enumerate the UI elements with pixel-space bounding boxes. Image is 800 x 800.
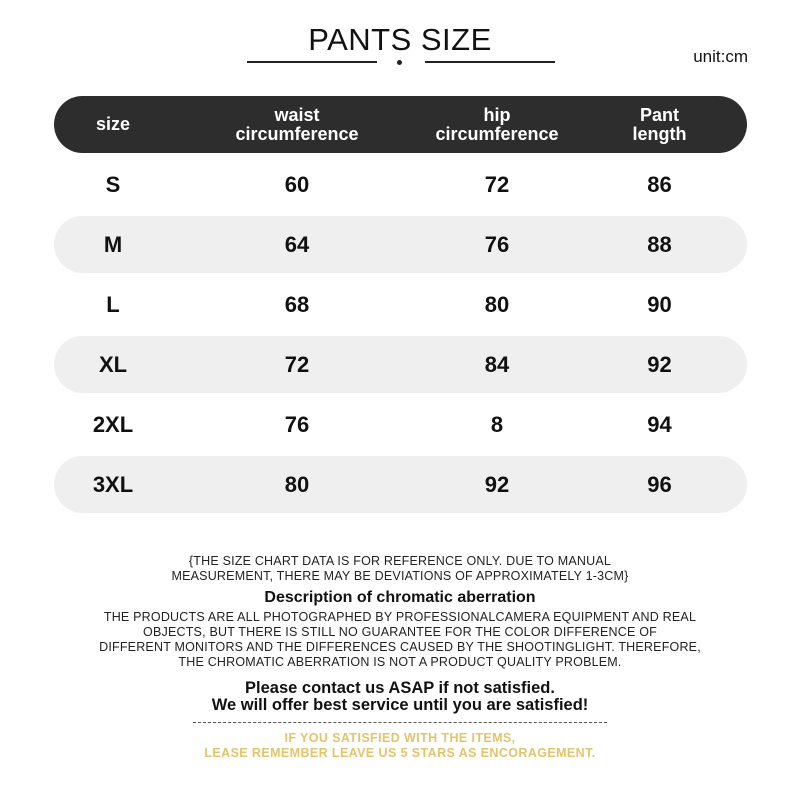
review-line: IF YOU SATISFIED WITH THE ITEMS, — [284, 731, 516, 745]
contact-line: We will offer best service until you are satisfied! — [211, 696, 589, 714]
length-cell: 86 — [647, 172, 672, 197]
size-disclaimer — [0, 554, 800, 584]
column-header-hip: hip circumference — [435, 104, 559, 144]
waist-cell: 60 — [284, 172, 310, 197]
column-header-waist: waist circumference — [235, 104, 359, 144]
length-cell: 88 — [647, 232, 672, 257]
size-cell: 3XL — [92, 472, 134, 497]
description-title: Description of chromatic aberration — [264, 589, 536, 606]
review-request — [0, 731, 800, 761]
size-cell: L — [106, 292, 120, 317]
length-cell: 90 — [647, 292, 672, 317]
waist-cell: 68 — [284, 292, 310, 317]
length-cell: 92 — [647, 352, 672, 377]
table-row — [54, 276, 747, 333]
length-cell: 96 — [647, 472, 672, 497]
chart-header — [0, 0, 800, 90]
table-header-row — [54, 96, 747, 153]
page-title: PANTS SIZE — [308, 22, 492, 57]
size-cell: XL — [98, 352, 128, 377]
table-row — [54, 336, 747, 393]
description-text — [0, 610, 800, 670]
title-rule-left — [247, 61, 377, 63]
unit-label: unit:cm — [693, 47, 748, 66]
review-line: LEASE REMEMBER LEAVE US 5 STARS AS ENCORAGEMENT. — [204, 746, 596, 760]
waist-cell: 80 — [284, 472, 310, 497]
size-table — [54, 96, 747, 513]
hip-cell: 80 — [484, 292, 510, 317]
title-rule-right — [425, 61, 555, 63]
hip-cell: 76 — [484, 232, 510, 257]
contact-line: Please contact us ASAP if not satisfied. — [245, 679, 555, 697]
title-dot — [397, 60, 402, 65]
waist-cell: 76 — [284, 412, 310, 437]
notes-section — [0, 554, 800, 761]
contact-message — [0, 680, 800, 714]
disclaimer-line: MEASUREMENT, THERE MAY BE DEVIATIONS OF APPROXIMATELY 1-3CM} — [171, 569, 629, 583]
hip-cell: 92 — [484, 472, 510, 497]
size-cell: M — [103, 232, 123, 257]
description-line: THE PRODUCTS ARE ALL PHOTOGRAPHED BY PROFESSIONALCAMERA EQUIPMENT AND REAL — [103, 610, 697, 624]
table-row — [54, 396, 747, 453]
hip-cell: 72 — [484, 172, 510, 197]
size-cell: 2XL — [92, 412, 134, 437]
column-header-size: size — [95, 114, 131, 134]
description-line: OBJECTS, BUT THERE IS STILL NO GUARANTEE FOR THE COLOR DIFFERENCE OF — [143, 625, 657, 639]
description-line: THE CHROMATIC ABERRATION IS NOT A PRODUCT QUALITY PROBLEM. — [178, 655, 622, 669]
size-cell: S — [105, 172, 121, 197]
description-line: DIFFERENT MONITORS AND THE DIFFERENCES CAUSED BY THE SHOOTINGLIGHT. THEREFORE, — [99, 640, 701, 654]
waist-cell: 72 — [284, 352, 310, 377]
disclaimer-line: {THE SIZE CHART DATA IS FOR REFERENCE ONLY. DUE TO MANUAL — [188, 554, 612, 568]
table-row — [54, 216, 747, 273]
length-cell: 94 — [647, 412, 672, 437]
hip-cell: 8 — [490, 412, 504, 437]
column-header-length: Pant length — [632, 104, 687, 144]
dashed-divider — [193, 722, 607, 723]
table-row — [54, 156, 747, 213]
waist-cell: 64 — [284, 232, 310, 257]
hip-cell: 84 — [484, 352, 510, 377]
table-row — [54, 456, 747, 513]
